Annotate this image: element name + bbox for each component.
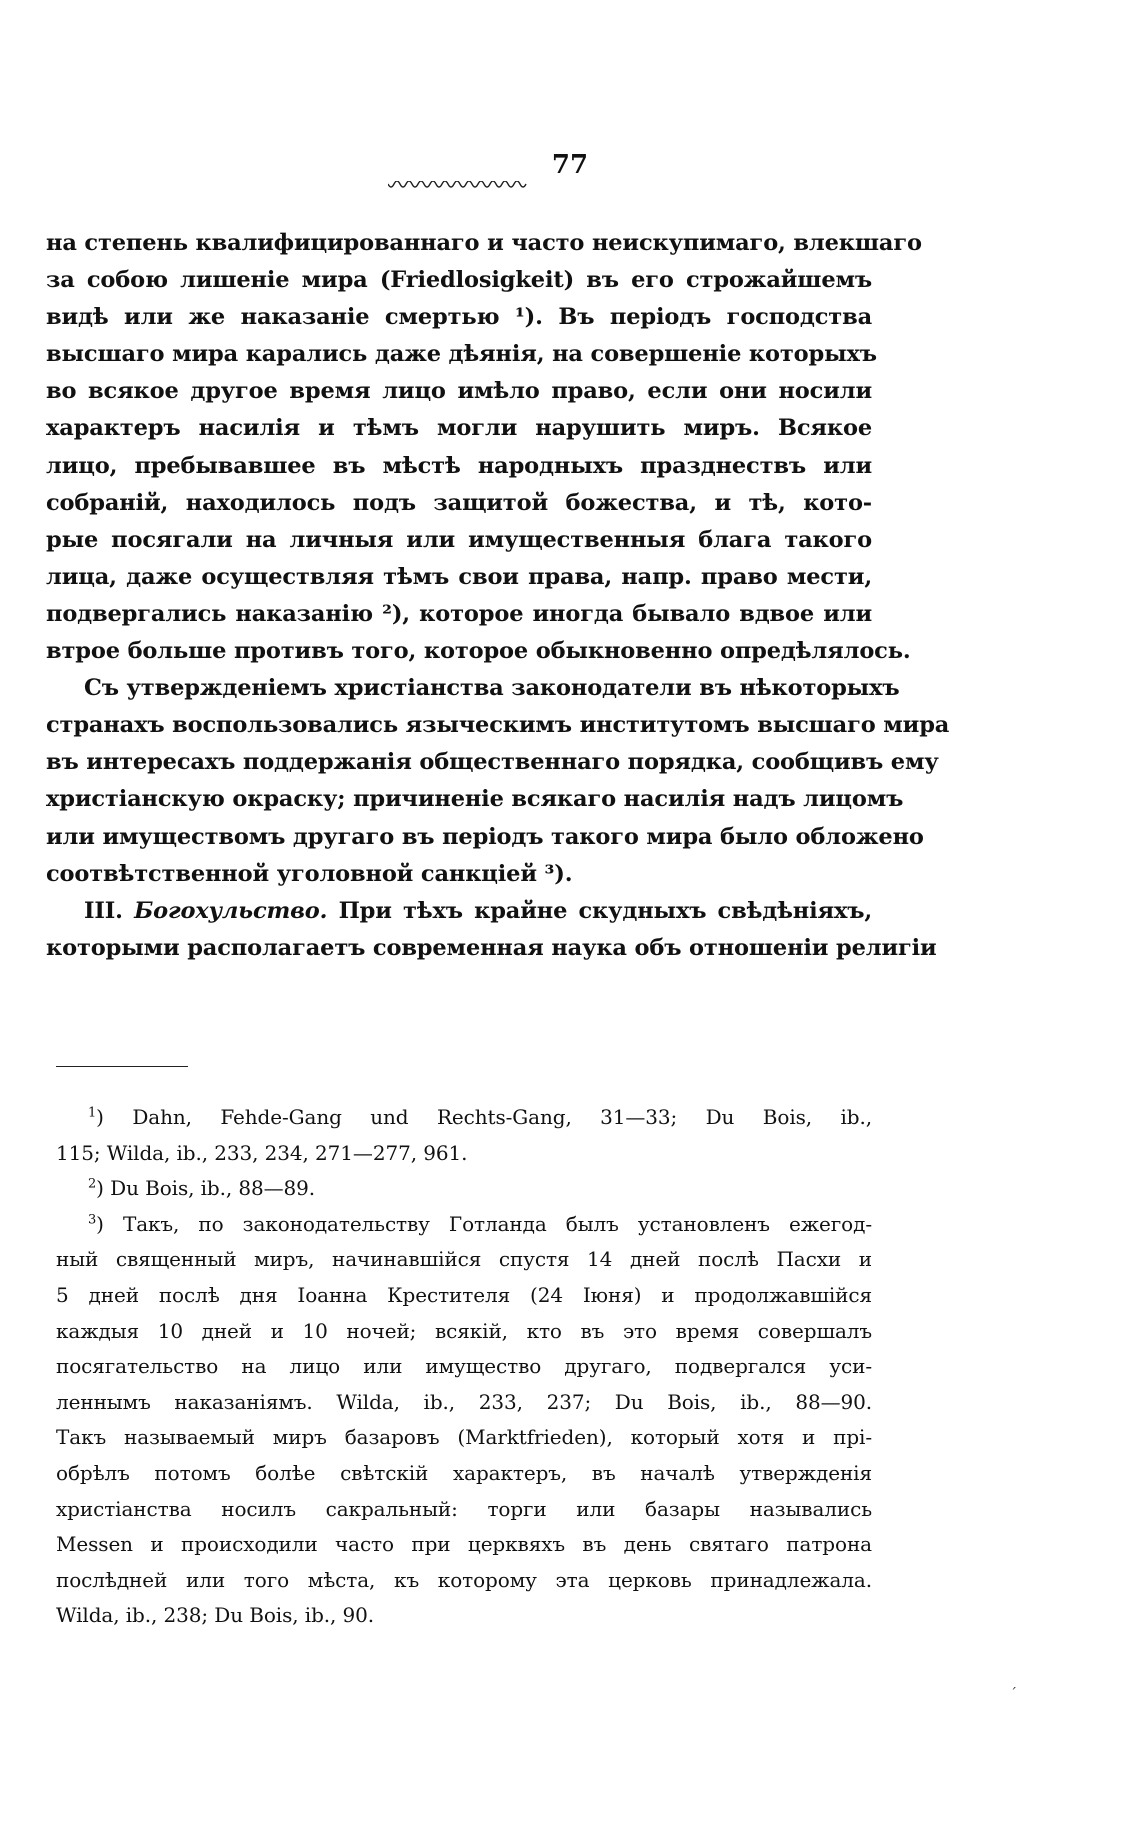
text-line: собраній, находилось подъ защитой божества, и тѣ, кото- <box>46 489 872 516</box>
footnote-line: леннымъ наказаніямъ. Wilda, ib., 233, 237; Du Bois, ib., 88—90. <box>56 1389 872 1414</box>
paragraph-3 <box>46 893 937 967</box>
stray-mark: ˊ <box>1010 1686 1017 1702</box>
heading-line-text: При тѣхъ крайне скудныхъ свѣдѣніяхъ, <box>338 897 873 924</box>
footnote-line: обрѣлъ потомъ болѣе свѣтскій характеръ, въ началѣ утвержденія <box>56 1460 872 1485</box>
footnote-paren: ) <box>96 1176 111 1201</box>
text-line: странахъ воспользовались языческимъ институтомъ высшаго мира <box>46 712 950 739</box>
footnote-line: христіанства носилъ сакральный: торги или базары назывались <box>56 1496 872 1521</box>
text-line: лицо, пребывавшее въ мѣстѣ народныхъ празднествъ или <box>46 452 872 479</box>
footnote-line: 115; Wilda, ib., 233, 234, 271—277, 961. <box>56 1140 468 1165</box>
footnote-mark: 2 <box>88 1176 97 1192</box>
footnote-1 <box>56 1100 872 1171</box>
footnote-line <box>56 1171 872 1207</box>
footnote-line: Wilda, ib., 238; Du Bois, ib., 90. <box>56 1603 375 1628</box>
text-line: которыми располагаетъ современная наука объ отношеніи религіи <box>46 934 937 961</box>
footnote-line: ный священный миръ, начинавшійся спустя 14 дней послѣ Пасхи и <box>56 1247 872 1272</box>
footnote-divider <box>56 1066 188 1067</box>
footnote-mark: 1 <box>88 1105 97 1121</box>
footnote-line: 5 дней послѣ дня Іоанна Крестителя (24 Іюня) и продолжавшійся <box>56 1282 872 1307</box>
text-line: христіанскую окраску; причиненіе всякаго насилія надъ лицомъ <box>46 786 904 813</box>
footnote-text: Dahn, Fehde-Gang und Rechts-Gang, 31—33; Du Bois, ib., <box>132 1105 872 1129</box>
text-line: во всякое другое время лицо имѣло право, если они носили <box>46 378 872 405</box>
footnote-2 <box>56 1171 872 1207</box>
footnote-line: каждыя 10 дней и 10 ночей; всякій, кто въ это время совершалъ <box>56 1318 872 1343</box>
page-number: 77 <box>551 150 589 180</box>
footnote-line: Messen и происходили часто при церквяхъ въ день святаго патрона <box>56 1532 872 1557</box>
main-text <box>46 225 950 967</box>
text-line: характеръ насилія и тѣмъ могли нарушить миръ. Всякое <box>46 415 872 442</box>
section-number: III. <box>84 897 123 924</box>
footnote-mark: 3 <box>88 1212 97 1228</box>
text-line: высшаго мира карались даже дѣянія, на совершеніе которыхъ <box>46 341 877 368</box>
footnote-paren: ) <box>96 1105 133 1129</box>
text-line: соотвѣтственной уголовной санкціей ³). <box>46 860 573 887</box>
text-line: видѣ или же наказаніе смертью ¹). Въ періодъ господства <box>46 304 872 331</box>
footnote-line <box>56 1100 872 1136</box>
footnote-text: Такъ, по законодательству Готланда былъ установленъ ежегод- <box>122 1211 872 1236</box>
footnote-line: посягательство на лицо или имущество другаго, подвергался уси- <box>56 1354 872 1379</box>
text-line: лица, даже осуществляя тѣмъ свои права, напр. право мести, <box>46 563 872 590</box>
text-line: рые посягали на личныя или имущественныя блага такого <box>46 526 872 553</box>
footnote-line <box>56 1207 872 1243</box>
section-title: Богохульство. <box>134 897 328 924</box>
text-line: на степень квалифицированнаго и часто неискупимаго, влекшаго <box>46 230 922 256</box>
footnote-line: послѣдней или того мѣста, къ которому эта церковь принадлежала. <box>56 1567 872 1592</box>
footnote-line: Такъ называемый миръ базаровъ (Marktfrieden), который хотя и прі- <box>56 1425 872 1450</box>
page-number-ornament <box>388 181 528 191</box>
footnote-text: Du Bois, ib., 88—89. <box>110 1176 316 1201</box>
text-line: въ интересахъ поддержанія общественнаго порядка, сообщивъ ему <box>46 749 939 776</box>
paragraph-2 <box>46 670 950 893</box>
footnotes <box>56 1100 872 1634</box>
footnote-3 <box>56 1207 872 1634</box>
footnote-paren: ) <box>96 1211 123 1236</box>
text-line: втрое больше противъ того, которое обыкновенно опредѣлялось. <box>46 638 911 665</box>
text-line: Съ утвержденіемъ христіанства законодатели въ нѣкоторыхъ <box>84 675 900 702</box>
section-heading-line <box>46 893 872 930</box>
text-line: подвергались наказанію ²), которое иногда бывало вдвое или <box>46 600 872 627</box>
text-line: за собою лишеніе мира (Friedlosigkeit) въ его строжайшемъ <box>46 267 872 294</box>
text-line: или имуществомъ другаго въ періодъ такого мира было обложено <box>46 823 924 850</box>
paragraph-1 <box>46 225 922 670</box>
